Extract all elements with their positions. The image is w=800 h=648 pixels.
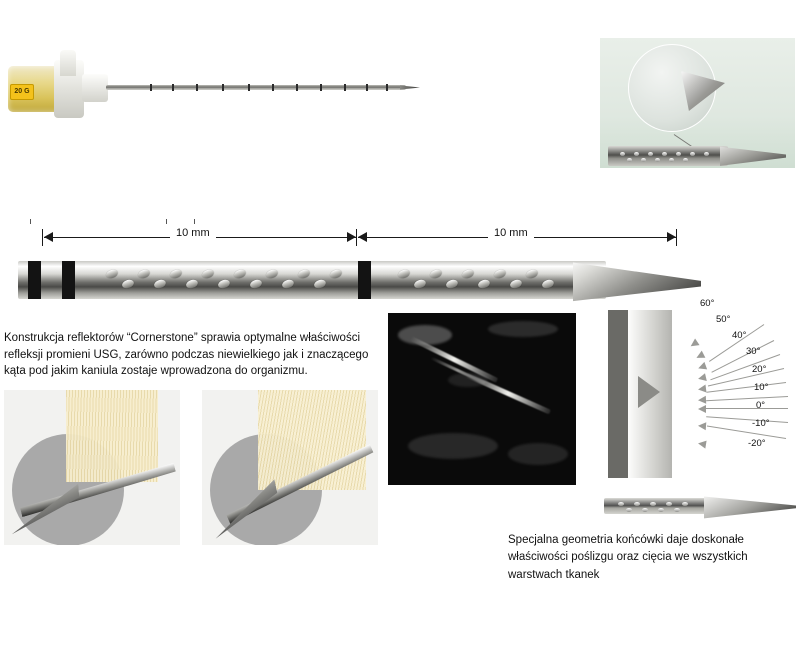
depth-mark — [344, 84, 346, 91]
angle-label: 0° — [756, 400, 766, 411]
gauge-label: 20 G — [10, 84, 34, 100]
reflector-dimple — [690, 152, 695, 156]
scale-tick — [30, 219, 31, 224]
scale-end-cap — [676, 229, 677, 246]
strip-shadow — [608, 310, 628, 478]
reflector — [666, 502, 672, 506]
scale-end-cap — [42, 229, 43, 246]
reflector-dimple — [655, 158, 660, 162]
reflector — [618, 502, 624, 506]
angle-arrow-head — [697, 373, 707, 383]
ultrasound-beam — [66, 390, 158, 482]
arrow-head-right — [667, 232, 676, 242]
needle-tip-closeup — [608, 138, 780, 172]
caption-right: Specjalna geometria końcówki daje doskonałe właściwości poślizgu oraz cięcia we wszystkich warstwach tkanek — [508, 534, 748, 581]
needle-body — [604, 498, 712, 514]
reflector — [626, 508, 632, 512]
tip-geometry-strip — [608, 310, 672, 478]
scale-tick — [194, 219, 195, 224]
reflector-dimple — [669, 158, 674, 162]
reflector-dimple — [676, 152, 681, 156]
reflector-dimple — [627, 158, 632, 162]
angle-arrow-head — [695, 351, 706, 362]
angle-label: 30° — [746, 346, 761, 357]
reflector — [682, 502, 688, 506]
needle-body — [608, 146, 728, 166]
angle-label: -20° — [748, 438, 766, 449]
angle-arrow — [706, 396, 788, 401]
angle-label: -10° — [752, 418, 770, 429]
depth-mark — [366, 84, 368, 91]
angle-arrow-head — [688, 338, 699, 349]
angle-arrow-head — [698, 396, 706, 404]
reflector — [642, 508, 648, 512]
angle-arrow — [706, 408, 788, 409]
angle-label: 60° — [700, 298, 715, 309]
angle-label: 50° — [716, 314, 731, 325]
depth-mark — [272, 84, 274, 91]
echogenic-tip-inset — [600, 38, 795, 168]
marker-band — [358, 261, 371, 299]
reflector-dimple — [662, 152, 667, 156]
scale-tick — [166, 219, 167, 224]
arrow-head-right — [347, 232, 356, 242]
reflector — [674, 508, 680, 512]
angle-arrow-head — [697, 362, 707, 372]
depth-mark — [150, 84, 152, 91]
depth-mark — [172, 84, 174, 91]
cornerstone-reflector-cone — [681, 71, 725, 111]
scale-label-right: 10 mm — [488, 227, 534, 239]
insertion-angle-fan — [676, 296, 800, 482]
angle-arrow-head — [698, 405, 706, 413]
marker-band — [62, 261, 75, 299]
angle-arrow-head — [697, 439, 706, 448]
tip-geometry-needle — [604, 486, 794, 526]
depth-mark — [248, 84, 250, 91]
ultrasound-scan — [388, 313, 576, 485]
marker-band — [28, 261, 41, 299]
caption-left: Konstrukcja reflektorów “Cornerstone” sprawia optymalne właściwości refleksji promieni USG, zarówno podczas niewielkiego jak i znaczącego kąta pod jakim kaniula zostaje wprowadzona do organizmu. — [4, 332, 369, 378]
hub-wing-upper — [60, 50, 76, 76]
needle-bevel — [704, 492, 796, 520]
angle-arrow — [707, 425, 786, 439]
angle-label: 20° — [752, 364, 767, 375]
angle-label: 40° — [732, 330, 747, 341]
reflector-dimple — [634, 152, 639, 156]
angle-arrow — [706, 416, 788, 423]
depth-mark — [386, 84, 388, 91]
reflector-dimple — [648, 152, 653, 156]
reflector-dimple — [683, 158, 688, 162]
reflector-dimple — [704, 152, 709, 156]
scale-label-left: 10 mm — [170, 227, 216, 239]
cornerstone-reflector-shaft — [18, 258, 690, 306]
scale-mid-cap — [356, 229, 357, 246]
bevel-notch — [638, 376, 660, 408]
needle-bevel — [720, 142, 786, 168]
reflector-dimple — [641, 158, 646, 162]
luer-connector — [82, 74, 108, 102]
reflector — [650, 502, 656, 506]
magnifier-circle — [628, 44, 716, 132]
angle-arrow-head — [698, 422, 707, 431]
reflector — [658, 508, 664, 512]
depth-mark — [196, 84, 198, 91]
depth-mark — [320, 84, 322, 91]
shallow-angle-panel — [4, 390, 180, 545]
steep-angle-panel — [202, 390, 378, 545]
depth-mark — [222, 84, 224, 91]
reflector — [634, 502, 640, 506]
angle-arrow-head — [698, 385, 707, 394]
angle-label: 10° — [754, 382, 769, 393]
reflector-dimple — [620, 152, 625, 156]
needle-photo — [0, 38, 420, 133]
depth-mark — [296, 84, 298, 91]
